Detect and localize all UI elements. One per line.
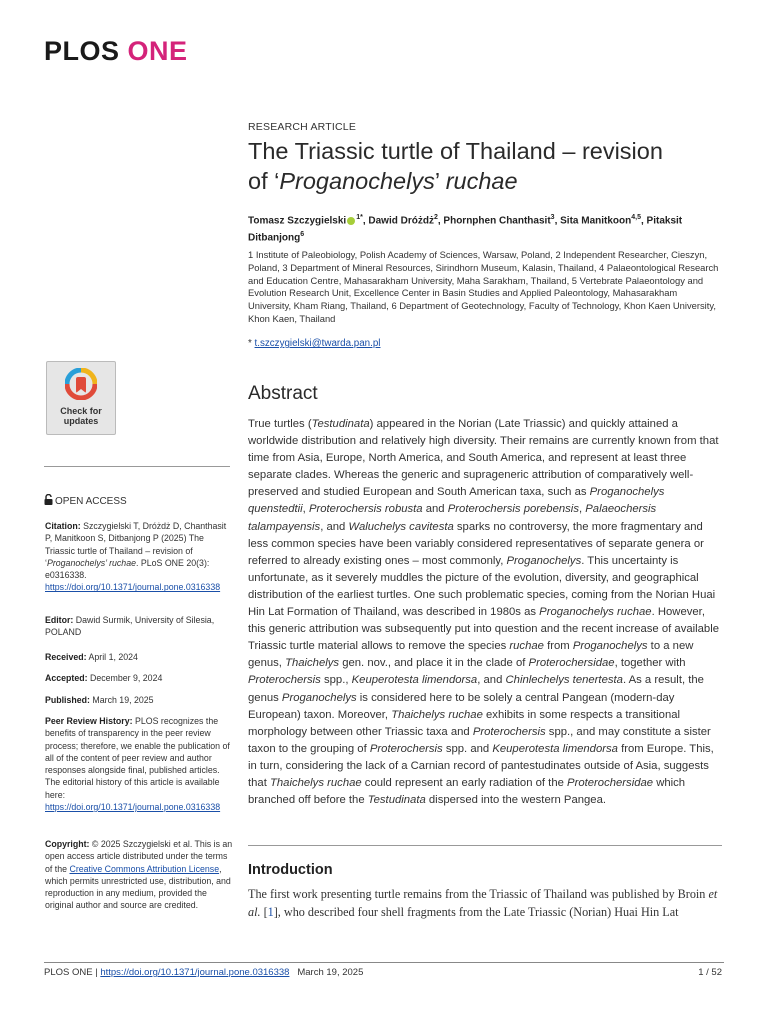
taxon-name: Keuperotesta limendorsa xyxy=(351,674,478,687)
taxon-name: Proterochersis xyxy=(248,674,321,687)
abstract-text: to a new genus, xyxy=(248,640,694,670)
abstract-text: exhibits in some respects a transitional morphology between other Triassic taxa and xyxy=(248,708,681,738)
reference-link-1[interactable]: 1 xyxy=(267,904,274,919)
abstract-text: , xyxy=(302,503,309,516)
intro-etal: et al. xyxy=(248,887,718,919)
check-for-updates-badge[interactable] xyxy=(46,361,116,435)
journal-logo[interactable] xyxy=(44,36,188,67)
correspondence-marker: * xyxy=(248,338,255,349)
license-link[interactable]: Creative Commons Attribution License xyxy=(69,863,220,874)
taxon-name: Proterochersidae xyxy=(567,776,654,789)
title-line1: The Triassic turtle of Thailand – revision xyxy=(248,138,663,164)
editor-block xyxy=(45,614,235,639)
author-affiliation-marker: 2 xyxy=(433,214,438,221)
taxon-name: Keuperotesta limendorsa xyxy=(492,742,618,755)
badge-line2: updates xyxy=(63,416,99,426)
title-species: ruchae xyxy=(445,168,518,194)
taxon-name: Proterochersis robusta xyxy=(308,503,423,516)
taxon-name: Testudinata xyxy=(311,418,370,430)
footer-divider xyxy=(44,962,724,963)
sidebar-divider xyxy=(44,466,230,467)
taxon-name: Waluchelys cavitesta xyxy=(348,520,454,533)
taxon-name: Proganochelys xyxy=(281,691,357,704)
title-genus: Proganochelys xyxy=(279,168,435,194)
accepted-block xyxy=(45,672,235,684)
received-label: Received: xyxy=(45,652,87,662)
footer-doi-link[interactable]: https://doi.org/10.1371/journal.pone.0316338 xyxy=(100,967,290,978)
author-name[interactable]: Dawid Dróżdż xyxy=(368,215,434,227)
footer-journal: PLOS ONE | xyxy=(44,967,101,978)
received-date: April 1, 2024 xyxy=(86,652,138,662)
intro-text-ref-pre: [ xyxy=(260,904,268,919)
peer-review-label: Peer Review History: xyxy=(45,716,133,726)
peer-review-link[interactable]: https://doi.org/10.1371/journal.pone.0316338 xyxy=(45,802,221,813)
received-block xyxy=(45,651,235,663)
published-date: March 19, 2025 xyxy=(89,695,154,705)
journal-logo-plos: PLOS xyxy=(44,36,120,66)
author-list: Tomasz Szczygielski $^{1*}$, Dawid Dróżdż$^2$, Phornphen Chanthasit$^3$, Sita Manitkoon$^{4,5}$, Pitaksit Ditbanjong$^6$ xyxy=(248,214,683,244)
check-for-updates-label xyxy=(47,406,115,426)
citation-italic: Proganochelys’ ruchae xyxy=(46,557,136,568)
abstract-text: which branched off before the xyxy=(248,776,686,807)
abstract-text: from xyxy=(543,640,573,653)
abstract-text: is considered here to be solely a central Pangean (modern-day European) taxon. Moreover, xyxy=(248,691,675,721)
taxon-name: ruchae xyxy=(509,640,544,653)
abstract-text: , and xyxy=(320,520,349,533)
author-affiliation-marker: 1* xyxy=(356,214,363,221)
title-line2-mid: ’ xyxy=(434,168,446,194)
editor-text: Dawid Surmik, University of Silesia, POLAND xyxy=(45,615,215,638)
author-affiliation-marker: 4,5 xyxy=(631,214,641,221)
abstract-text: . However, this generic attribution was subsequently put into question and the recent increase of available Triassic turtle material allows to remove the species xyxy=(248,606,719,653)
citation-block xyxy=(45,520,235,594)
taxon-name: Proganochelys xyxy=(506,554,582,567)
copyright-block xyxy=(45,838,235,912)
taxon-name: Thaichelys ruchae xyxy=(269,776,362,789)
journal-logo-one: ONE xyxy=(127,36,188,66)
introduction-heading: Introduction xyxy=(248,862,333,878)
check-for-updates-icon xyxy=(65,368,97,400)
author-name[interactable]: Tomasz Szczygielski xyxy=(248,215,347,227)
author-name[interactable]: Sita Manitkoon xyxy=(560,215,632,227)
citation-doi-link[interactable]: https://doi.org/10.1371/journal.pone.0316338 xyxy=(45,582,221,593)
published-label: Published: xyxy=(45,695,90,705)
author-name[interactable]: Pitaksit Ditbanjong xyxy=(248,215,683,244)
taxon-name: Thaichelys xyxy=(285,657,340,670)
citation-post: . PLoS ONE 20(3): e0316338. xyxy=(45,557,210,581)
taxon-name: Proganochelys quenstedtii xyxy=(248,486,665,516)
open-access-label xyxy=(44,494,127,507)
copyright-post: , which permits unrestricted use, distribution, and reproduction in any medium, provided the original author and source are credited. xyxy=(45,863,231,911)
citation-label: Citation: xyxy=(45,521,81,531)
taxon-name: Proterochersis xyxy=(369,742,443,755)
author-name[interactable]: Phornphen Chanthasit xyxy=(443,215,551,227)
published-block xyxy=(45,694,235,706)
taxon-name: Testudinata xyxy=(367,794,426,807)
article-title xyxy=(248,136,718,196)
abstract-text: dispersed into the western Pangea. xyxy=(425,794,607,807)
intro-text-post: ], who described four shell fragments from the Late Triassic (Norian) Huai Hin Lat xyxy=(273,904,679,919)
taxon-name: Proterochersis xyxy=(472,725,546,738)
copyright-label: Copyright: xyxy=(45,839,90,849)
correspondence-email-link[interactable]: t.szczygielski@twarda.pan.pl xyxy=(254,338,381,349)
copyright-text: © 2025 Szczygielski et al. This is an open access article distributed under the terms of the xyxy=(45,839,233,874)
abstract-text: and xyxy=(422,503,448,516)
author-affiliation-marker: 3 xyxy=(550,214,555,221)
abstract-text: could represent an early radiation of the xyxy=(361,776,568,789)
editor-label: Editor: xyxy=(45,615,74,625)
peer-review-text: PLOS recognizes the benefits of transparency in the peer review process; therefore, we enable the publication of all of the content of peer review and author responses alongside final, published articles. The editorial history of this article is available here: xyxy=(45,716,230,800)
introduction-body xyxy=(248,886,720,921)
taxon-name: Proterochersis porebensis xyxy=(447,503,579,516)
article-type: RESEARCH ARTICLE xyxy=(248,121,357,133)
abstract-text: spp., and may constitute a sister taxon to the grouping of xyxy=(248,725,711,755)
abstract-text: ) appeared in the Norian (Late Triassic) and quickly attained a worldwide distribution and relatively high diversity. Their remains are currently known from that time from Asia, Europe, North America, and South America, and represent at least three separate clades. Whereas the generic and suprageneric attribution of comparatively well-preserved and studied European and South American taxa, such as xyxy=(248,418,719,499)
abstract-text: sparks no controversy, the more fragmentary and less common species have been variably considered representatives of separate genera or referred to already existing ones – most commonly, xyxy=(248,520,704,567)
abstract-text: from Europe. This, in turn, considering the lack of a Carnian record of pantestudinates outside of Asia, suggests that xyxy=(248,742,714,789)
abstract-body xyxy=(248,416,720,809)
footer xyxy=(44,967,363,978)
taxon-name: Chinlechelys tenertesta xyxy=(505,674,623,687)
taxon-name: Palaeochersis talampayensis xyxy=(248,503,657,533)
abstract-text: , together with xyxy=(614,657,686,670)
affiliations: 1 Institute of Paleobiology, Polish Academy of Sciences, Warsaw, Poland, 2 Independent Researcher, Cieszyn, Poland, 3 Department of Mineral Resources, Sirindhorn Museum, Kalasin, Thailand, 4 Palaeontological Research and Education Centre, Mahasarakham University, Maha Sarakham, Thailand, 5 Vertebrate Palaeontology and Evolution Research Unit, Excellence Center in Basin Studies and Applied Paleontology, Mahasarakham University, Kham Riang, Thailand, 6 Department of Geotechnology, Faculty of Technology, Khon Kaen University, Khon Kaen, Thailand xyxy=(248,249,719,324)
open-access-text: OPEN ACCESS xyxy=(55,496,127,507)
section-divider xyxy=(248,845,722,846)
accepted-label: Accepted: xyxy=(45,673,88,683)
abstract-heading: Abstract xyxy=(248,383,318,404)
abstract-text: . This uncertainty is unfortunate, as it severely muddles the picture of the evolution, diversity, and geographical distribution of the earliest turtles. One such problematic species, coming from the Norian Huai Hin Lat Formation of Thailand, was described in 1980s as xyxy=(248,554,716,619)
page-number: 1 / 52 xyxy=(698,967,722,978)
accepted-date: December 9, 2024 xyxy=(87,673,163,683)
taxon-name: Proganochelys ruchae xyxy=(539,606,652,619)
open-lock-icon xyxy=(44,494,53,505)
correspondence xyxy=(248,338,380,349)
taxon-name: Proterochersidae xyxy=(528,657,615,670)
abstract-text: True turtles ( xyxy=(248,418,312,430)
abstract-text: spp., xyxy=(320,674,352,687)
abstract-text: spp. and xyxy=(442,742,493,755)
orcid-icon[interactable] xyxy=(347,217,355,225)
footer-date: March 19, 2025 xyxy=(297,967,364,978)
abstract-text: , and xyxy=(477,674,506,687)
abstract-text: . As a result, the genus xyxy=(248,674,704,704)
author-affiliation-marker: 6 xyxy=(300,231,305,239)
taxon-name: Thaichelys ruchae xyxy=(391,708,483,721)
abstract-text: gen. nov., and place it in the clade of xyxy=(339,657,529,670)
intro-text: The first work presenting turtle remains from the Triassic of Thailand was published by Broin xyxy=(248,887,709,901)
peer-review-block xyxy=(45,715,235,813)
title-line2-pre: of ‘ xyxy=(248,168,280,194)
taxon-name: Proganochelys xyxy=(572,640,648,653)
citation-text: Szczygielski T, Dróżdż D, Chanthasit P, Manitkoon S, Ditbanjong P (2025) The Triassic turtle of Thailand – revision of ‘ xyxy=(45,521,227,568)
abstract-text: , xyxy=(578,503,586,516)
badge-line1: Check for xyxy=(60,406,102,416)
